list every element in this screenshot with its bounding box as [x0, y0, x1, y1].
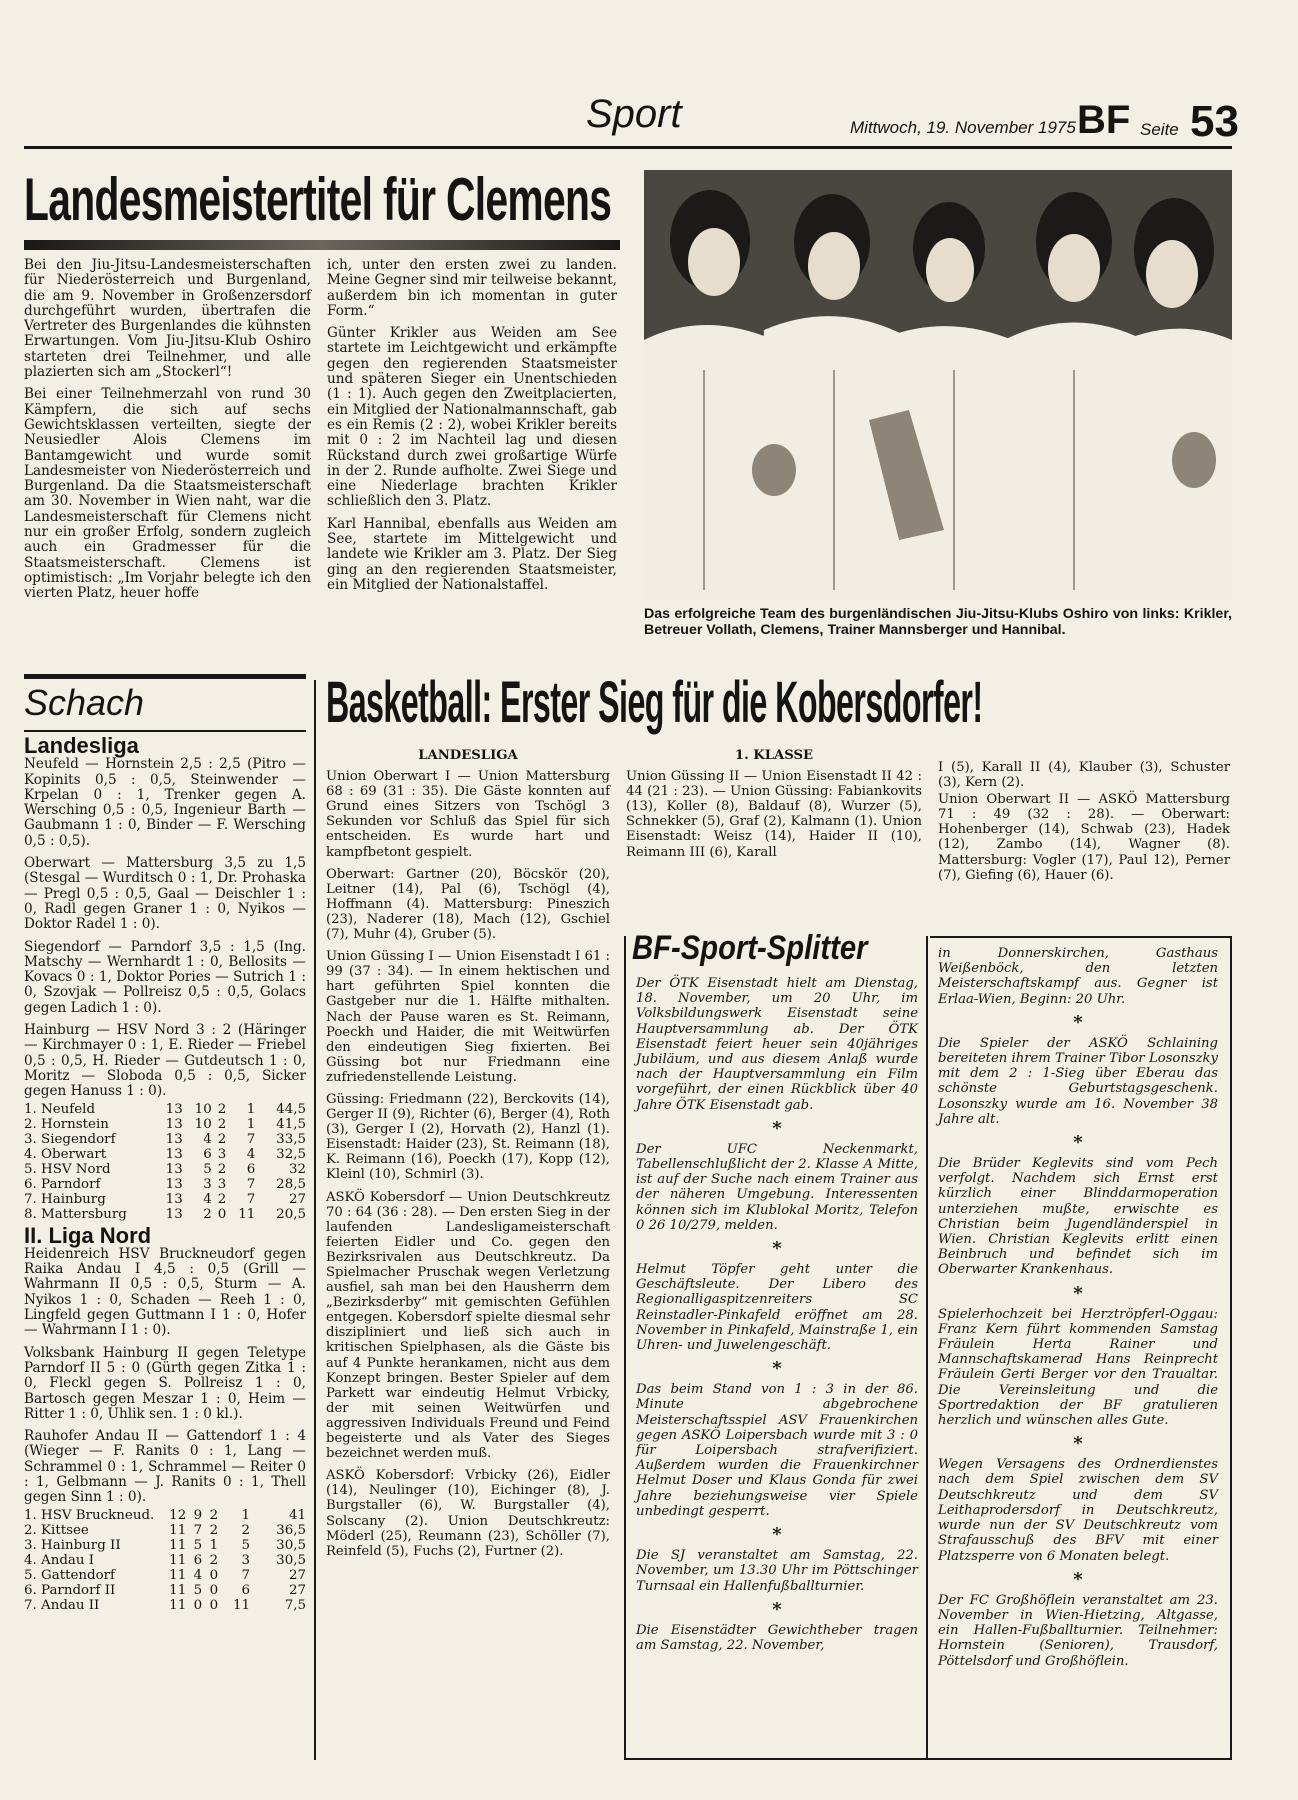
stat-cell: 11 — [169, 1582, 187, 1598]
basket-column-1 — [326, 748, 610, 1566]
stat-cell: 0 — [209, 1567, 219, 1583]
table-row — [24, 1568, 306, 1583]
stat-cell: 33,5 — [276, 1131, 306, 1147]
stat-cell: 5 — [203, 1161, 212, 1177]
basket-lineup: I (5), Karall II (4), Klauber (3), Schuster (3), Kern (2). — [938, 760, 1230, 791]
masthead-rule — [24, 146, 1232, 149]
stat-cell: 41,5 — [276, 1116, 306, 1132]
team-name-cell: 7. Andau II — [24, 1597, 100, 1613]
table-row — [24, 1207, 306, 1222]
stat-cell: 41 — [288, 1507, 306, 1523]
judo-headline: Landesmeistertitel für Clemens — [24, 166, 612, 233]
klasse-label: 1. KLASSE — [734, 748, 814, 763]
splitter-item: in Donnerskirchen, Gasthaus Weißenböck, den letzten Meisterschaftskampf aus. Gegner ist Erlaa-Wien, Beginn: 20 Uhr. — [938, 946, 1218, 1007]
stat-cell: 4 — [203, 1191, 212, 1207]
separator-star: * — [1073, 1132, 1083, 1154]
team-name-cell: 1. HSV Bruckneud. — [24, 1507, 155, 1523]
splitter-item: Die Spieler der ASKÖ Schlaining bereiteten ihrem Trainer Tibor Losonszky mit dem 2 : 1-Sieg über Eberau das schönste Geburtstagsgeschenk. Losonszky wurde am 16. November 38 Jahre alt. — [938, 1035, 1218, 1127]
stat-cell: 20,5 — [276, 1206, 306, 1222]
stat-cell: 5 — [193, 1582, 203, 1598]
stat-cell: 12 — [169, 1507, 187, 1523]
stat-cell: 5 — [193, 1537, 203, 1553]
team-photo-illustration — [644, 170, 1232, 600]
table-row — [24, 1102, 306, 1117]
stat-cell: 11 — [233, 1597, 251, 1613]
basket-report: Union Oberwart I — Union Mattersburg 68 : 69 (31 : 35). Die Gäste konnten auf Grund eines Sitzers von Tschögl 3 Sekunden vor Schluß das Spiel für sich entscheiden. Es wurde hart und kampfbetont gespielt. — [326, 769, 610, 860]
stat-cell: 3 — [217, 1176, 227, 1192]
team-name-cell: 6. Parndorf — [24, 1176, 101, 1192]
stat-cell: 10 — [194, 1116, 212, 1132]
table-row — [24, 1538, 306, 1553]
separator-star: * — [1073, 1433, 1083, 1455]
stat-cell: 6 — [246, 1161, 256, 1177]
basket-headline: Basketball: Erster Sieg für die Kobersdorfer! — [326, 670, 983, 735]
stat-cell: 0 — [193, 1597, 203, 1613]
basket-lineup: ASKÖ Kobersdorf: Vrbicky (26), Eidler (14), Neulinger (10), Eichinger (8), J. Burgstaller (6), W. Burgstaller (4), Solscany (2). Union Deutschkreutz: Möderl (25), Reumann (23), Schöller (7), Reinfeld (5), Fuchs (2), Furtner (2). — [326, 1468, 610, 1559]
stat-cell: 6 — [241, 1582, 251, 1598]
splitter-item: Wegen Versagens des Ordnerdienstes nach dem Spiel zwischen dem SV Deutschkreutz und dem SV Leithaprodersdorf in Deutschkreutz, wurde nun der SV Deutschkreutz vom Strafausschuß des BFV mit einer Platzsperre von 6 Monaten belegt. — [938, 1457, 1218, 1564]
stat-cell: 36,5 — [276, 1522, 306, 1538]
splitter-title: BF-Sport-Splitter — [632, 929, 868, 967]
table-row — [24, 1117, 306, 1132]
stat-cell: 32,5 — [276, 1146, 306, 1162]
splitter-divider — [926, 936, 928, 1760]
basket-report: Union Güssing II — Union Eisenstadt II 42 : 44 (21 : 23). — Union Güssing: Fabiankovits (13), Koller (8), Baldauf (8), Wurzer (5), Schnekker (5), Graf (2), Kalmann (1). Union Eisenstadt: Weisz (14), Haider II (10), Reimann III (6), Karall — [626, 769, 922, 860]
stat-cell: 32 — [288, 1161, 306, 1177]
separator-star: * — [772, 1358, 782, 1380]
stat-cell: 13 — [165, 1176, 183, 1192]
page-label: Seite — [1140, 120, 1179, 139]
stat-cell: 7 — [246, 1131, 256, 1147]
team-name-cell: 1. Neufeld — [24, 1101, 96, 1117]
team-photo — [644, 170, 1232, 600]
stat-cell: 4 — [246, 1146, 256, 1162]
stat-cell: 11 — [169, 1537, 187, 1553]
table-row — [24, 1147, 306, 1162]
team-name-cell: 2. Hornstein — [24, 1116, 109, 1132]
schach-result: Volksbank Hainburg II gegen Teletype Parndorf II 5 : 0 (Gürth gegen Zitka 1 : 0, Fleckl gegen S. Pollreisz 1 : 0, Bartosch gegen Meszar 1 : 0, Heim — Ritter 1 : 0, Uhlik sen. 1 : 0 kl.). — [24, 1344, 306, 1422]
table-row — [24, 1162, 306, 1177]
splitter-item: Helmut Töpfer geht unter die Geschäftsleute. Der Libero des Regionalligaspitzenreiters SC Reinstadler-Pinkafeld eröffnet am 28. November in Pinkafeld, Mainstraße 1, ein Uhren- und Juwelengeschäft. — [636, 1262, 918, 1354]
schach-column — [24, 733, 306, 1613]
landesliga-table — [24, 1102, 306, 1222]
basket-report: Union Oberwart II — ASKÖ Mattersburg 71 : 49 (32 : 28). — Oberwart: Hohenberger (14), Schwab (23), Hadek (12), Zambo (14), Wagner (8). Mattersburg: Vogler (17), Paul 12), Perner (7), Giefing (6), Hauer (6). — [938, 792, 1230, 883]
team-name-cell: 5. HSV Nord — [24, 1161, 111, 1177]
basket-report: ASKÖ Kobersdorf — Union Deutschkreutz 70 : 64 (36 : 28). — Den ersten Sieg in der laufenden Landesligameisterschaft feierten Eidler und Co. gegen den Bezirksrivalen aus Deutschkreutz. Da Spielmacher Pruschak wegen Verletzung ausfiel, sah man bei den Hausherrn dem „Bezirksderby“ mit gemischten Gefühlen entgegen. Kobersdorf spielte diesmal sehr diszipliniert und ließ sich auch in kritischen Spielphasen, als die Gäste bis auf 4 Punkte herankamen, nicht aus dem Konzept bringen. Bester Spieler auf dem Parkett war eindeutig Helmut Vrbicky, der mit seinen Weitwürfen und aggressiven Individuals Freund und Feind begeisterte und als Vater des Sieges bezeichnet werden muß. — [326, 1189, 610, 1462]
judo-paragraph: ich, unter den ersten zwei zu landen. Meine Gegner sind mir teilweise bekannt, außerdem bin ich momentan in guter Form.“ — [327, 257, 617, 319]
stat-cell: 9 — [193, 1507, 203, 1523]
separator-star: * — [772, 1238, 782, 1260]
stat-cell: 0 — [209, 1597, 219, 1613]
stat-cell: 2 — [241, 1522, 251, 1538]
stat-cell: 11 — [169, 1567, 187, 1583]
team-name-cell: 6. Parndorf II — [24, 1582, 116, 1598]
stat-cell: 11 — [238, 1206, 256, 1222]
splitter-item: Die Brüder Keglevits sind vom Pech verfolgt. Nachdem sich Ernst erst kürzlich einer Blinddarmoperation unterziehen mußte, erwischte es Christian beim Jugendländerspiel in Wien. Christian Keglevits erlitt einen Beinbruch und befindet sich im Oberwarter Krankenhaus. — [938, 1156, 1218, 1278]
schach-section-title: Schach — [24, 682, 145, 723]
splitter-item: Der UFC Neckenmarkt, Tabellenschlußlicht der 2. Klasse A Mitte, ist auf der Suche nach einem Trainer aus der näheren Umgebung. Interessenten können sich im Klublokal Moritz, Telefon 0 26 10/279, melden. — [636, 1141, 918, 1233]
stat-cell: 10 — [194, 1101, 212, 1117]
section-title: Sport — [586, 92, 682, 136]
schach-result: Heidenreich HSV Bruckneudorf gegen Raika Andau I 4,5 : 0,5 (Grill — Wahrmann II 0,5 : 0,5, Sturm — A. Nyikos 1 : 0, Schaden — Reeh 1 : 0, Lingfeld gegen Guttmann I 1 : 0, Hofer — Wahrmann I 1 : 0). — [24, 1245, 306, 1339]
stat-cell: 7,5 — [284, 1597, 306, 1613]
splitter-item: Das beim Stand von 1 : 3 in der 86. Minute abgebrochene Meisterschaftsspiel ASV Frauenkirchen gegen ASKÖ Loipersbach wurde mit 3 : 0 für Loipersbach strafverifiziert. Außerdem wurden die Frauenkirchner Helmut Doser und Klaus Gonda für zwei Jahre beziehungsweise vier Spiele unbedingt gesperrt. — [636, 1382, 918, 1519]
splitter-item: Die SJ veranstaltet am Samstag, 22. November, um 13.30 Uhr im Pöttschinger Turnsaal ein Hallenfußballturnier. — [636, 1548, 918, 1594]
splitter-column-1 — [636, 976, 918, 1660]
separator-star: * — [1073, 1011, 1083, 1033]
stat-cell: 2 — [203, 1206, 212, 1222]
basket-lineup: Oberwart: Gartner (20), Böcskör (20), Leitner (14), Pal (6), Tschögl (4), Hoffmann (4). Mattersburg: Pineszich (23), Naderer (18), Mach (12), Gschiel (7), Muhr (4), Gruber (5). — [326, 866, 610, 943]
table-row — [24, 1553, 306, 1568]
splitter-item: Die Eisenstädter Gewichtheber tragen am Samstag, 22. November, — [636, 1622, 918, 1653]
table-row — [24, 1598, 306, 1613]
schach-title-rule — [24, 730, 306, 732]
stat-cell: 3 — [217, 1146, 227, 1162]
stat-cell: 7 — [241, 1567, 251, 1583]
splitter-box-top-right — [930, 936, 1230, 938]
stat-cell: 2 — [217, 1101, 227, 1117]
stat-cell: 11 — [169, 1597, 187, 1613]
paper-logo: BF — [1077, 98, 1131, 142]
stat-cell: 27 — [288, 1567, 306, 1583]
basket-report: Union Güssing I — Union Eisenstadt I 61 : 99 (37 : 34). — In einem hektischen und hart geführten Spiel konnten die Gastgeber nur die 1. Hälfte mithalten. Nach der Pause waren es St. Reimann, Poeckh und Haider, die mit Weitwürfen den eindeutigen Sieg fixierten. Bei Güssing bot nur Friedmann eine zufriedenstellende Leistung. — [326, 949, 610, 1085]
stat-cell: 13 — [165, 1146, 183, 1162]
judo-column-1 — [24, 258, 311, 609]
splitter-item: Spielerhochzeit bei Herztröpferl-Oggau: Franz Kern führt kommenden Samstag Fräulein Herta Rainer und Mannschaftskamerad Hans Reinprecht Fräulein Gerti Berger vor den Traualtar. Die Vereinsleitung und die Sportredaktion der BF gratulieren herzlich und wünschen alles Gute. — [938, 1306, 1218, 1429]
stat-cell: 13 — [165, 1161, 183, 1177]
separator-star: * — [772, 1117, 782, 1139]
stat-cell: 2 — [217, 1116, 227, 1132]
splitter-item: Der FC Großhöflein veranstaltet am 23. November in Wien-Hietzing, Altgasse, ein Hallen-Fußballturnier. Teilnehmer: Hornstein (Senioren), Trausdorf, Pöttelsdorf und Großhöflein. — [938, 1592, 1218, 1669]
stat-cell: 2 — [209, 1522, 219, 1538]
stat-cell: 1 — [246, 1116, 256, 1132]
stat-cell: 1 — [241, 1507, 251, 1523]
table-row — [24, 1177, 306, 1192]
judo-paragraph: Karl Hannibal, ebenfalls aus Weiden am See, startete im Mittelgewicht und landete wie Krikler am 3. Platz. Der Sieg ging an den regierenden Staatsmeister, ein Mitglied der Nationalstaffel. — [327, 515, 617, 593]
stat-cell: 5 — [241, 1537, 251, 1553]
table-row — [24, 1583, 306, 1598]
splitter-column-2 — [938, 946, 1218, 1676]
team-name-cell: 5. Gattendorf — [24, 1567, 116, 1583]
liga2-heading: II. Liga Nord — [24, 1222, 152, 1248]
stat-cell: 1 — [246, 1101, 256, 1117]
team-name-cell: 2. Kittsee — [24, 1522, 89, 1538]
judo-paragraph: Bei einer Teilnehmerzahl von rund 30 Kämpfern, die sich auf sechs Gewichtsklassen verteilten, siegte der Neusiedler Alois Clemens im Bantamgewicht und wurde somit Landesmeister von Niederösterreich und Burgenland. Da die Staatsmeisterschaft am 30. November in Wien naht, war die Landesmeisterschaft für Clemens nicht nur ein großer Erfolg, sondern zugleich auch ein Gradmesser für die Staatsmeisterschaft. Clemens ist optimistisch: „Im Vorjahr belegte ich den vierten Platz, heuer hoffe — [24, 386, 311, 602]
separator-star: * — [1073, 1568, 1083, 1590]
stat-cell: 30,5 — [276, 1552, 306, 1568]
stat-cell: 13 — [165, 1206, 183, 1222]
stat-cell: 0 — [217, 1206, 227, 1222]
stat-cell: 27 — [288, 1582, 306, 1598]
judo-paragraph: Günter Krikler aus Weiden am See startete im Leichtgewicht und erkämpfte gegen den regierenden Staatsmeister und späteren Sieger ein Unentschieden (1 : 1). Auch gegen den Zweitplacierten, ein Mitglied der Nationalmannschaft, gab es ein Remis (2 : 2), wobei Krikler bereits mit 0 : 2 im Nachteil lag und diesen Rückstand durch zwei großartige Würfe in der 2. Runde aufholte. Zwei Siege und eine Niederlage brachten Krikler schließlich den 3. Platz. — [327, 325, 617, 510]
separator-star: * — [772, 1598, 782, 1620]
liga2-table — [24, 1508, 306, 1613]
schach-result: Neufeld — Hornstein 2,5 : 2,5 (Pitro — Kopinits 0,5 : 0,5, Steinwender — Krpelan 0 : 1, Trenker gegen A. Wersching 0,5 : 0,5, Ingenieur Barth — Gaubmann 1 : 0, Binder — F. Wersching 0,5 : 0,5). — [24, 756, 306, 849]
photo-caption: Das erfolgreiche Team des burgenländischen Jiu-Jitsu-Klubs Oshiro von links: Krikler, Betreuer Vollath, Clemens, Trainer Mannsberger und Hannibal. — [644, 606, 1232, 638]
stat-cell: 44,5 — [276, 1101, 306, 1117]
page-number: 53 — [1190, 97, 1239, 146]
stat-cell: 7 — [246, 1191, 256, 1207]
basket-column-2 — [626, 748, 922, 867]
landesliga-label: LANDESLIGA — [418, 748, 518, 763]
schach-column-divider — [314, 680, 316, 1760]
schach-top-rule — [24, 674, 306, 679]
basket-lineup: Güssing: Friedmann (22), Berckovits (14), Gerger II (9), Richter (6), Berger (4), Roth (3), Gerger I (2), Horvath (2), Hanzl (1). Eisenstadt: Haider (23), St. Reimann (18), K. Reimann (16), Poeckh (17), Kopp (12), Kleinl (10), Schmirl (3). — [326, 1091, 610, 1183]
stat-cell: 11 — [169, 1552, 187, 1568]
stat-cell: 30,5 — [276, 1537, 306, 1553]
separator-star: * — [772, 1524, 782, 1546]
issue-date: Mittwoch, 19. November 1975 — [850, 118, 1076, 137]
separator-star: * — [1073, 1282, 1083, 1304]
stat-cell: 6 — [193, 1552, 203, 1568]
judo-paragraph: Bei den Jiu-Jitsu-Landesmeisterschaften für Niederösterreich und Burgenland, die am 9. November in Großenzersdorf durchgeführt wurden, übertrafen die Vertreter des Burgenlandes die kühnsten Erwartungen. Vom Jiu-Jitsu-Klub Oshiro starteten drei Teilnehmer, und alle plazierten sich am „Stockerl“! — [24, 257, 311, 381]
table-row — [24, 1132, 306, 1147]
basket-column-3 — [938, 760, 1230, 890]
stat-cell: 3 — [203, 1176, 212, 1192]
team-name-cell: 4. Oberwart — [24, 1146, 107, 1162]
stat-cell: 13 — [165, 1101, 183, 1117]
schach-result: Hainburg — HSV Nord 3 : 2 (Häringer — Kirchmayer 0 : 1, E. Rieder — Friebel 0,5 : 0,5, H. Rieder — Gutdeutsch 1 : 0, Moritz — Sloboda 0,5 : 0,5, Sicker gegen Hanuss 1 : 0). — [24, 1022, 306, 1100]
stat-cell: 2 — [217, 1161, 227, 1177]
stat-cell: 2 — [209, 1552, 219, 1568]
team-name-cell: 7. Hainburg — [24, 1191, 106, 1207]
stat-cell: 0 — [209, 1582, 219, 1598]
team-name-cell: 8. Mattersburg — [24, 1206, 127, 1222]
judo-headline-rule — [24, 240, 620, 250]
table-row — [24, 1523, 306, 1538]
table-row — [24, 1192, 306, 1207]
team-name-cell: 4. Andau I — [24, 1552, 95, 1568]
stat-cell: 27 — [288, 1191, 306, 1207]
stat-cell: 11 — [169, 1522, 187, 1538]
stat-cell: 7 — [246, 1176, 256, 1192]
schach-result: Siegendorf — Parndorf 3,5 : 1,5 (Ing. Matschy — Wernhardt 1 : 0, Bellosits — Kovacs 0 : 1, Doktor Pories — Sutrich 1 : 0, Szovjak — Pollreisz 0,5 : 0,5, Golacs gegen Ladich 1 : 0). — [24, 938, 306, 1016]
stat-cell: 3 — [241, 1552, 251, 1568]
stat-cell: 13 — [165, 1116, 183, 1132]
stat-cell: 7 — [193, 1522, 203, 1538]
stat-cell: 13 — [165, 1191, 183, 1207]
table-row — [24, 1508, 306, 1523]
team-name-cell: 3. Siegendorf — [24, 1131, 116, 1147]
stat-cell: 6 — [203, 1146, 212, 1162]
landesliga-heading: Landesliga — [24, 733, 139, 758]
judo-column-2 — [327, 258, 617, 600]
stat-cell: 2 — [217, 1191, 227, 1207]
stat-cell: 4 — [203, 1131, 212, 1147]
schach-result: Oberwart — Mattersburg 3,5 zu 1,5 (Stesgal — Wurditsch 0 : 1, Dr. Prohaska — Pregl 0,5 : 0,5, Gaal — Deischler 1 : 0, Radl gegen Graner 1 : 0, Nyikos — Doktor Radel 1 : 0). — [24, 855, 306, 933]
schach-result: Rauhofer Andau II — Gattendorf 1 : 4 (Wieger — F. Ranits 0 : 1, Lang — Schrammel 0 : 1, Schrammel — Reiter 0 : 1, Gelbmann — J. Ranits 0 : 1, Thell gegen Sinn 1 : 0). — [24, 1428, 306, 1506]
stat-cell: 13 — [165, 1131, 183, 1147]
stat-cell: 28,5 — [276, 1176, 306, 1192]
stat-cell: 4 — [193, 1567, 203, 1583]
stat-cell: 2 — [217, 1131, 227, 1147]
team-name-cell: 3. Hainburg II — [24, 1537, 121, 1553]
stat-cell: 1 — [209, 1537, 219, 1553]
stat-cell: 2 — [209, 1507, 219, 1523]
splitter-item: Der ÖTK Eisenstadt hielt am Dienstag, 18. November, um 20 Uhr, im Volksbildungswerk Eisenstadt seine Hauptversammlung ab. Der ÖTK Eisenstadt feiert heuer sein 40jähriges Jubiläum, und aus diesem Anlaß wurde nach der Hauptversammlung ein Film vorgeführt, der einen Rückblick über 40 Jahre ÖTK Eisenstadt gab. — [636, 976, 918, 1113]
